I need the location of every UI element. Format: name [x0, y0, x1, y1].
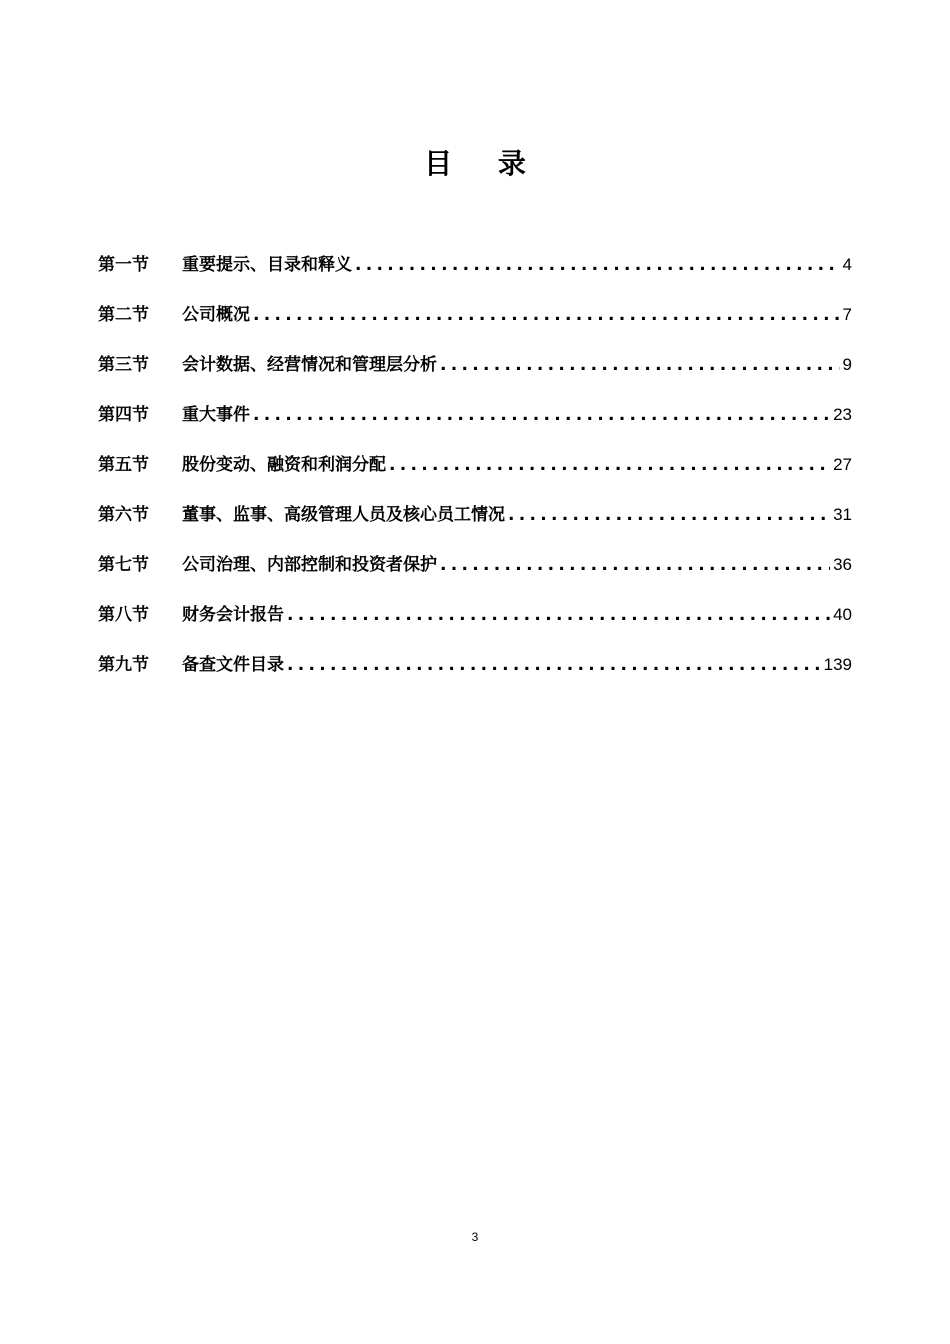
toc-section-label: 第四节 [98, 405, 149, 425]
toc-entry-6[interactable] [98, 500, 852, 550]
toc-entry-4[interactable] [98, 400, 852, 450]
toc-page-number[interactable]: 40 [833, 605, 852, 624]
toc-dot-leader [287, 650, 821, 680]
toc-dot-leader [253, 300, 840, 330]
toc-list [98, 250, 852, 700]
toc-page-number[interactable]: 27 [833, 455, 852, 474]
toc-entry-title[interactable]: 公司治理、内部控制和投资者保护 [182, 555, 437, 575]
toc-entry-title[interactable]: 董事、监事、高级管理人员及核心员工情况 [182, 505, 505, 525]
toc-entry-2[interactable] [98, 300, 852, 350]
toc-entry-8[interactable] [98, 600, 852, 650]
toc-page-number[interactable]: 23 [833, 405, 852, 424]
toc-title: 目 录 [424, 147, 544, 180]
toc-section-label: 第五节 [98, 455, 149, 475]
toc-dot-leader [440, 550, 830, 580]
toc-entry-title[interactable]: 股份变动、融资和利润分配 [182, 455, 386, 475]
toc-entry-3[interactable] [98, 350, 852, 400]
toc-entry-title[interactable]: 公司概况 [182, 305, 250, 325]
toc-entry-title[interactable]: 重要提示、目录和释义 [182, 255, 352, 275]
toc-dot-leader [355, 250, 840, 280]
toc-page-number[interactable]: 7 [842, 305, 852, 324]
toc-dot-leader [287, 600, 830, 630]
toc-section-label: 第三节 [98, 355, 149, 375]
toc-entry-title[interactable]: 重大事件 [182, 405, 250, 425]
toc-page-number[interactable]: 36 [833, 555, 852, 574]
toc-entry-title[interactable]: 会计数据、经营情况和管理层分析 [182, 355, 437, 375]
toc-page-number[interactable]: 139 [823, 655, 852, 674]
toc-page-number[interactable]: 4 [842, 255, 852, 274]
toc-section-label: 第六节 [98, 505, 149, 525]
toc-entry-1[interactable] [98, 250, 852, 300]
toc-dot-leader [389, 450, 830, 480]
toc-entry-9[interactable] [98, 650, 852, 700]
toc-section-label: 第二节 [98, 305, 149, 325]
toc-entry-7[interactable] [98, 550, 852, 600]
toc-section-label: 第一节 [98, 255, 149, 275]
toc-entry-title[interactable]: 财务会计报告 [182, 605, 284, 625]
toc-entry-5[interactable] [98, 450, 852, 500]
toc-section-label: 第八节 [98, 605, 149, 625]
toc-section-label: 第九节 [98, 655, 149, 675]
toc-page-number[interactable]: 31 [833, 505, 852, 524]
toc-dot-leader [508, 500, 830, 530]
toc-page-number[interactable]: 9 [842, 355, 852, 374]
toc-entry-title[interactable]: 备查文件目录 [182, 655, 284, 675]
toc-dot-leader [253, 400, 830, 430]
toc-dot-leader [440, 350, 840, 380]
toc-section-label: 第七节 [98, 555, 149, 575]
page-number: 3 [471, 1230, 479, 1244]
